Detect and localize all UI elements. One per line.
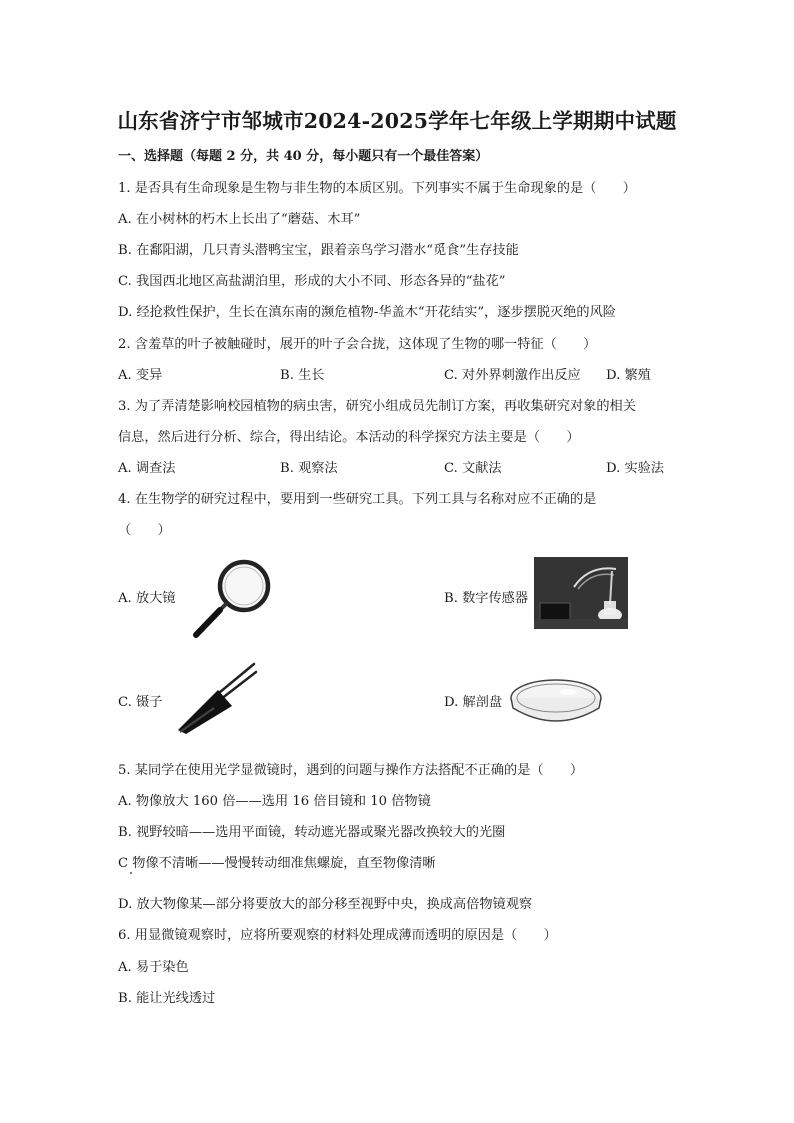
question-5-stem: 5. 某同学在使用光学显微镜时，遇到的问题与操作方法搭配不正确的是（ ） [118, 763, 584, 778]
question-1-option-d: D. 经抢救性保护，生长在滇东南的濒危植物-华盖木“开花结实”，逐步摆脱灭绝的风险 [118, 305, 616, 320]
question-3-stem-line1: 3. 为了弄清楚影响校园植物的病虫害，研究小组成员先制订方案，再收集研究对象的相关 [118, 399, 636, 414]
question-4-option-d: D. 解剖盘 [444, 695, 503, 710]
question-4-option-b: B. 数字传感器 [444, 591, 529, 606]
question-1-option-a: A. 在小树林的朽木上长出了“蘑菇、木耳” [118, 212, 361, 227]
question-2-option-d: D. 繁殖 [606, 368, 651, 383]
question-2-stem: 2. 含羞草的叶子被触碰时，展开的叶子会合拢，这体现了生物的哪一特征（ ） [118, 337, 597, 352]
question-4-option-c: C. 镊子 [118, 695, 163, 710]
question-2-option-c: C. 对外界刺激作出反应 [444, 368, 581, 383]
digital-sensor-image [534, 557, 628, 629]
question-3-option-d: D. 实验法 [606, 461, 665, 476]
question-3-stem-line2: 信息，然后进行分析、综合，得出结论。本活动的科学探究方法主要是（ ） [118, 430, 580, 445]
question-3-option-c: C. 文献法 [444, 461, 502, 476]
question-6-option-b: B. 能让光线透过 [118, 991, 216, 1006]
question-5-option-c: C 物像不清晰——慢慢转动细准焦螺旋，直至物像清晰 [118, 856, 436, 871]
page-title: 山东省济宁市邹城市2024-2025学年七年级上学期期中试题 [117, 109, 677, 133]
dissecting-dish-image [508, 668, 604, 730]
question-1-stem: 1. 是否具有生命现象是生物与非生物的本质区别。下列事实不属于生命现象的是（ ） [118, 181, 636, 196]
stray-mark [130, 872, 132, 874]
question-4-stem-line1: 4. 在生物学的研究过程中，要用到一些研究工具。下列工具与名称对应不正确的是 [118, 492, 597, 507]
tweezers-image [170, 660, 260, 740]
question-1-option-c: C. 我国西北地区高盐湖泊里，形成的大小不同、形态各异的“盐花” [118, 274, 506, 289]
question-4-stem-line2: （ ） [118, 523, 171, 538]
question-3-option-b: B. 观察法 [280, 461, 338, 476]
question-5-option-a: A. 物像放大 160 倍——选用 16 倍目镜和 10 倍物镜 [118, 794, 431, 809]
question-6-stem: 6. 用显微镜观察时，应将所要观察的材料处理成薄而透明的原因是（ ） [118, 928, 557, 943]
question-4-option-a: A. 放大镜 [118, 591, 176, 606]
magnifier-image [190, 556, 276, 640]
question-2-option-b: B. 生长 [280, 368, 325, 383]
section-heading: 一、选择题（每题 2 分，共 40 分，每小题只有一个最佳答案） [118, 149, 489, 164]
question-5-option-b: B. 视野较暗——选用平面镜，转动遮光器或聚光器改换较大的光圈 [118, 825, 506, 840]
question-1-option-b: B. 在鄱阳湖，几只青头潜鸭宝宝，跟着亲鸟学习潜水“觅食”生存技能 [118, 243, 519, 258]
question-3-option-a: A. 调查法 [118, 461, 176, 476]
question-6-option-a: A. 易于染色 [118, 960, 189, 975]
question-2-option-a: A. 变异 [118, 368, 163, 383]
question-5-option-d: D. 放大物像某—部分将要放大的部分移至视野中央，换成高倍物镜观察 [118, 897, 533, 912]
